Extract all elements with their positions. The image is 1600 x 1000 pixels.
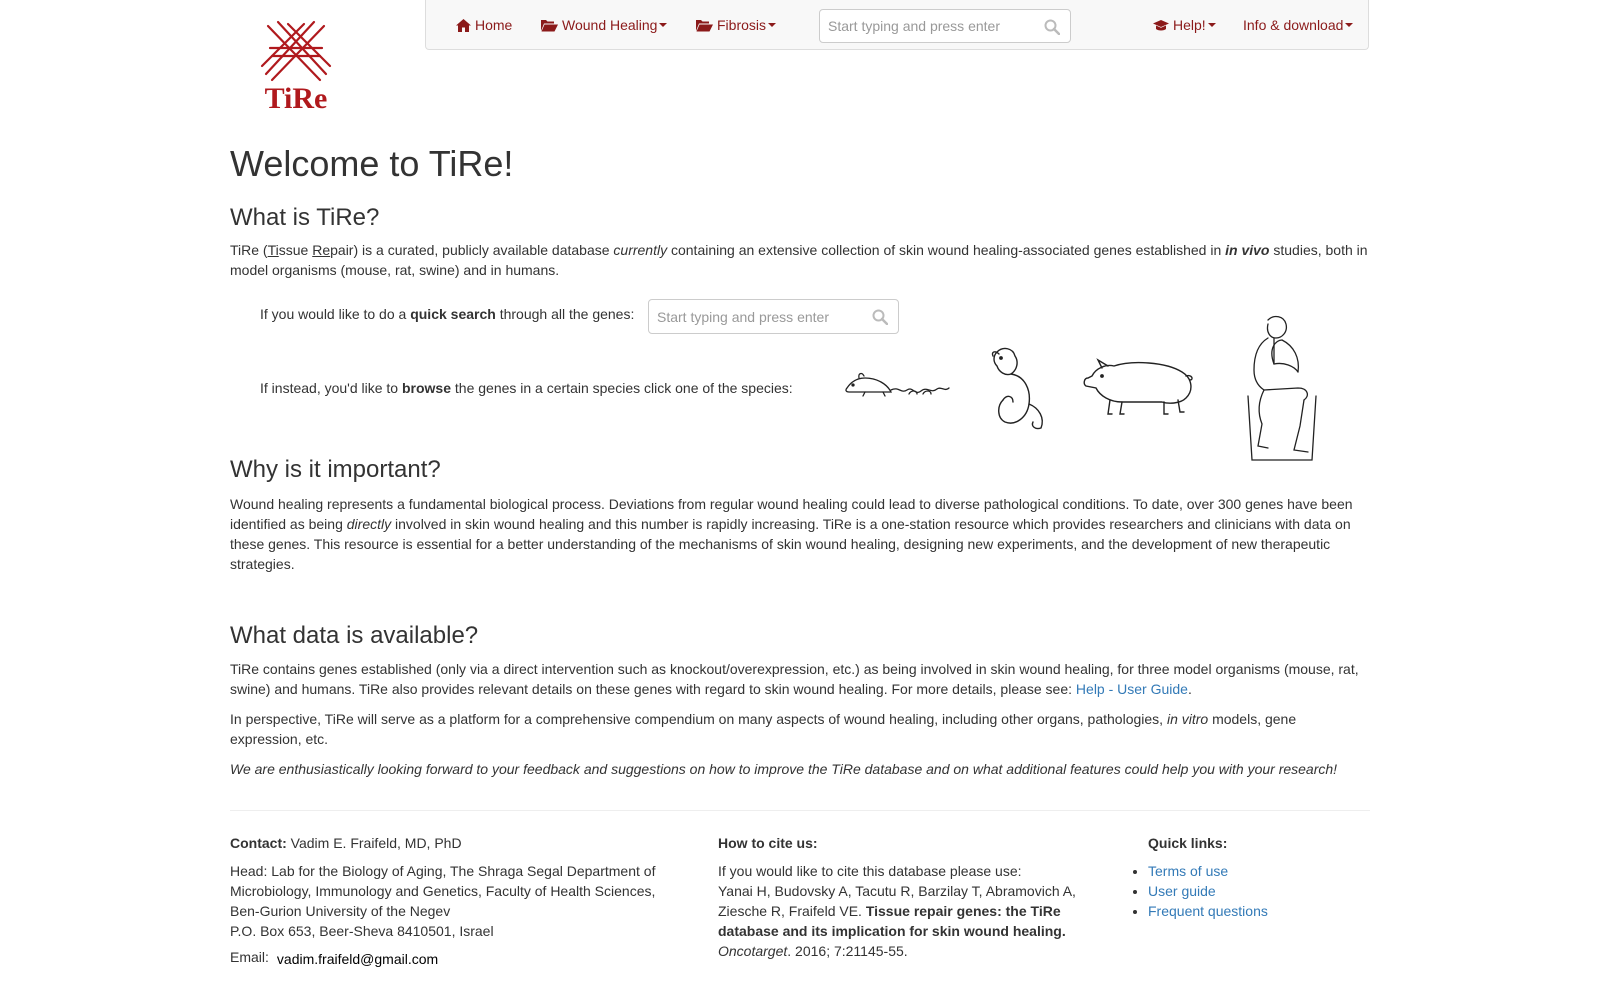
list-item xyxy=(1148,861,1368,881)
species-human[interactable] xyxy=(1228,314,1328,465)
svg-text:TiRe: TiRe xyxy=(264,82,328,114)
terms-of-use-link[interactable]: Terms of use xyxy=(1148,863,1229,879)
quick-search-input[interactable] xyxy=(649,300,865,333)
why-heading: Why is it important? xyxy=(230,456,441,483)
footer-divider xyxy=(230,810,1370,811)
quick-links-section xyxy=(1148,833,1368,921)
quick-links-list xyxy=(1148,861,1368,921)
nav-search-box xyxy=(819,9,1071,43)
nav-help-label: Help! xyxy=(1173,17,1206,33)
home-icon xyxy=(456,19,471,32)
species-mouse[interactable] xyxy=(843,364,953,407)
navbar xyxy=(425,0,1369,50)
list-item xyxy=(1148,881,1368,901)
cite-reference: Yanai H, Budovsky A, Tacutu R, Barzilay T, Abramovich A, Ziesche R, Fraifeld VE. Tissue repair genes: the TiRe database and its implication for skin wound healing. Oncotarget. 2016; 7:21145-55. xyxy=(718,883,1076,959)
folder-open-icon xyxy=(541,19,558,32)
contact-email-row xyxy=(230,947,670,967)
species-rat[interactable] xyxy=(985,346,1050,434)
folder-open-icon xyxy=(696,19,713,32)
contact-line: Contact: Vadim E. Fraifeld, MD, PhD xyxy=(230,835,462,851)
quick-search-text: If you would like to do a quick search through all the genes: xyxy=(260,306,635,322)
feedback-paragraph: We are enthusiastically looking forward to your feedback and suggestions on how to improve the TiRe database and on what additional features could help you with your research! xyxy=(230,761,1338,777)
browse-text: If instead, you'd like to browse the genes in a certain species click one of the species: xyxy=(260,380,793,396)
chevron-down-icon xyxy=(768,23,776,27)
frequent-questions-link[interactable]: Frequent questions xyxy=(1148,903,1268,919)
contact-section xyxy=(230,833,670,967)
email-label: Email: xyxy=(230,949,269,965)
data-heading: What data is available? xyxy=(230,622,479,649)
mouse-icon xyxy=(843,364,953,404)
email-image: vadim.fraifeld@gmail.com xyxy=(276,951,439,967)
search-icon[interactable] xyxy=(872,309,888,328)
user-guide-link[interactable]: User guide xyxy=(1148,883,1216,899)
nav-fibrosis[interactable] xyxy=(696,17,776,33)
search-icon[interactable] xyxy=(1044,19,1060,38)
why-paragraph: Wound healing represents a fundamental biological process. Deviations from regular wound healing could lead to diverse pathological conditions. To date, over 300 genes have been identified as being directly involved in skin wound healing and this number is rapidly increasing. TiRe is a one-station resource which provides researchers and clinicians with data on these genes. This resource is essential for a better understanding of the mechanisms of skin wound healing, designing new experiments, and the development of new therapeutic strategies. xyxy=(230,496,1353,572)
what-heading: What is TiRe? xyxy=(230,204,380,231)
nav-help[interactable] xyxy=(1153,17,1216,33)
graduation-cap-icon xyxy=(1153,19,1169,32)
quick-links-label: Quick links: xyxy=(1148,835,1228,851)
cite-intro: If you would like to cite this database please use: xyxy=(718,863,1022,879)
tire-logo[interactable] xyxy=(248,18,344,114)
rat-icon xyxy=(985,346,1050,431)
nav-home-label: Home xyxy=(475,17,513,33)
chevron-down-icon xyxy=(1208,23,1216,27)
page-title: Welcome to TiRe! xyxy=(230,143,514,184)
chevron-down-icon xyxy=(659,23,667,27)
list-item xyxy=(1148,901,1368,921)
citation-section xyxy=(718,833,1098,961)
species-swine[interactable] xyxy=(1082,356,1197,421)
chevron-down-icon xyxy=(1345,23,1353,27)
nav-fibrosis-label: Fibrosis xyxy=(717,17,767,33)
human-thinker-icon xyxy=(1228,314,1328,462)
nav-home[interactable] xyxy=(456,17,512,33)
cite-label: How to cite us: xyxy=(718,835,818,851)
nav-info-download-label: Info & download xyxy=(1243,17,1344,33)
logo-image xyxy=(248,18,344,114)
contact-head: Head: Lab for the Biology of Aging, The Shraga Segal Department of Microbiology, Immunology and Genetics, Faculty of Health Sciences, Ben-Gurion University of the Negev xyxy=(230,863,656,919)
data-paragraph-1: TiRe contains genes established (only via a direct intervention such as knockout/overexpression, etc.) as being involved in skin wound healing, for three model organisms (mouse, rat, swine) and humans. TiRe also provides relevant details on these genes with regard to skin wound healing. For more details, please see: Help - User Guide. xyxy=(230,661,1359,697)
what-paragraph: TiRe (Tissue Repair) is a curated, publicly available database currently containing an extensive collection of skin wound healing-associated genes established in in vivo studies, both in model organisms (mouse, rat, swine) and in humans. xyxy=(230,242,1368,278)
nav-search-input[interactable] xyxy=(820,10,1036,42)
nav-wound-healing-label: Wound Healing xyxy=(562,17,658,33)
contact-address: P.O. Box 653, Beer-Sheva 8410501, Israel xyxy=(230,923,494,939)
quick-search-box xyxy=(648,299,899,334)
help-user-guide-link[interactable]: Help - User Guide xyxy=(1075,681,1188,697)
pig-icon xyxy=(1082,356,1197,418)
nav-wound-healing[interactable] xyxy=(541,17,667,33)
data-paragraph-2: In perspective, TiRe will serve as a platform for a comprehensive compendium on many aspects of wound healing, including other organs, pathologies, in vitro models, gene expression, etc. xyxy=(230,711,1297,747)
nav-info-download[interactable] xyxy=(1243,17,1353,33)
